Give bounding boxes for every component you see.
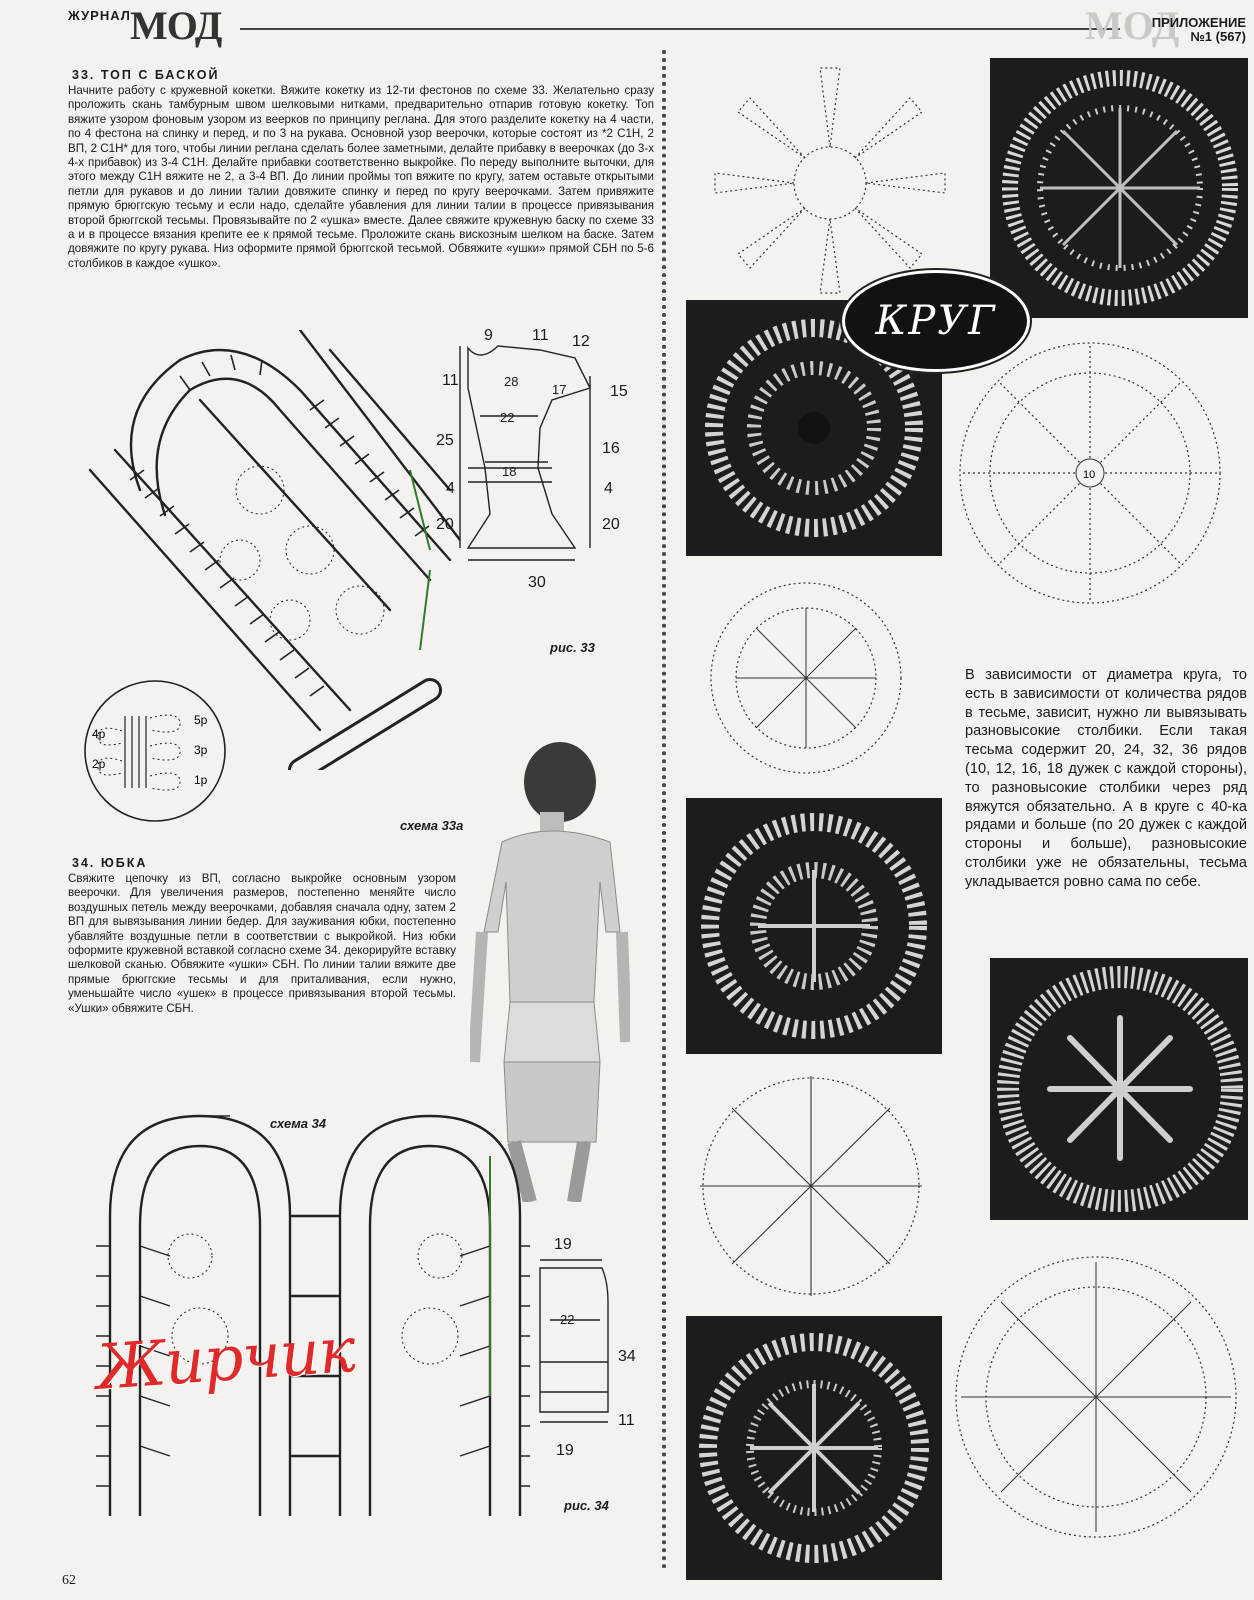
dim-20-left: 20 <box>436 516 454 533</box>
magazine-logo: МОД <box>130 3 222 48</box>
page-number: 62 <box>62 1573 76 1588</box>
ghost-logo: МОД <box>1085 3 1180 48</box>
motif-photo-4 <box>990 958 1248 1220</box>
row-2-label: 2р <box>92 757 106 771</box>
motif-diagram-5 <box>946 1222 1246 1562</box>
supplement-label: ПРИЛОЖЕНИЕ <box>1151 15 1246 30</box>
issue-info <box>1152 16 1246 44</box>
dim-25: 25 <box>436 432 454 449</box>
scheme33a-circle <box>70 676 240 826</box>
motif-center-label: 10 <box>1083 469 1096 481</box>
dim-20-right: 20 <box>602 516 620 533</box>
dim-16: 16 <box>602 440 620 457</box>
dim-4-left: 4 <box>446 480 455 497</box>
motif-diagram-4 <box>680 1056 942 1316</box>
dim-30: 30 <box>528 574 546 591</box>
issue-number: №1 (567) <box>1190 29 1246 44</box>
dim-17: 17 <box>552 382 567 397</box>
row-5-label: 5р <box>194 713 208 727</box>
row-4-label: 4р <box>92 727 106 741</box>
krug-badge: КРУГ <box>842 270 1030 372</box>
info-text: В зависимости от диаметра круга, то есть в зависимости от количества рядов в тесьме, зависит, нужно ли вывязывать разновысокие столбики. Если такая тесьма содержит 20, 24, 32, 36 рядов (10, 12, 16, 18 дужек с каждой стороны), то разновысокие столбики через ряд вяжутся обязательно. А в круге с 40-ка рядами и больше (по 20 дужек с каждой стороны и больше), разновысокие столбики уже не обязательны, тесьма укладывается ровно сама по себе. <box>965 667 1247 890</box>
row-3-label: 3р <box>194 743 208 757</box>
motif-diagram-3 <box>676 568 936 788</box>
dim-4-right: 4 <box>604 480 613 497</box>
section34-title: 34. ЮБКА <box>72 856 148 870</box>
dim34-11: 11 <box>618 1412 635 1429</box>
figure34-caption: рис. 34 <box>564 1498 609 1513</box>
dim-18: 18 <box>502 464 517 479</box>
figure34-pattern <box>530 1252 640 1432</box>
dim-11-left: 11 <box>442 372 459 389</box>
motif-photo-1 <box>990 58 1248 318</box>
watermark-signature: Жирчик <box>93 1313 358 1404</box>
dim-28: 28 <box>504 374 519 389</box>
header-rule <box>240 28 1120 30</box>
magazine-prefix: ЖУРНАЛ <box>68 8 131 23</box>
dim-9: 9 <box>484 327 493 344</box>
scheme34-caption: схема 34 <box>270 1116 327 1131</box>
dim-15: 15 <box>610 383 628 400</box>
dim-12: 12 <box>572 333 590 350</box>
dim-22: 22 <box>500 410 515 425</box>
section34-text: Свяжите цепочку из ВП, согласно выкройке основным узором веерочки. Для увеличения размеров, постепенно меняйте число воздушных петель между веерочками, добавляя сначала одну, затем 2 ВП для вывязывания линии бедер. Для зауживания юбки, постепенно убавляйте воздушные петли в соответствии с выкройкой. Низ юбки оформите кружевной вставкой согласно схеме 34. декорируйте вставку шелковой сканью. Обвяжите «ушки» СБН. По линии талии вяжите две прямые брюггские тесьмы и для приталивания, если нужно, уменьшайте число «ушек» в процессе привязывания второй тесьмы. «Ушки» обвяжите СБН. <box>68 872 456 1015</box>
dim-11-top: 11 <box>532 327 549 344</box>
section33-text: Начните работу с кружевной кокетки. Вяжите кокетку из 12-ти фестонов по схеме 33. Желательно сразу проложить скань тамбурным швом шелковыми нитками, предварительно отпарив готовую кокетку. Топ вяжите узором фоновым узором из веерков по принципу реглана. Для этого разделите кокетку на 4 части, по 4 фестона на спинку и перед, и по 3 на рукава. Основной узор веерочки, которые состоят из *2 С1Н, 2 ВП, 2 С1Н* для того, чтобы линии реглана сделать более заметными, делайте прибавку в веерочках (до 3-х 4-х прибавок) из 3-4 С1Н. Делайте прибавки соответственно выкройке. По переду выполните выточки, для этого между С1Н вяжите не 2, а 3-4 ВП. До линии проймы топ вяжите по кругу, затем оставьте открытыми петли для рукавов и до линии талии довяжите спинку и перед по кругу веерочками. Затем привяжите прямую брюггскую тесьму и если надо, сделайте убавления для линии талии в процессе привязывания второй брюггской тесьмы. Провязывайте по 2 «ушка» вместе. Далее свяжите кружевную баску по схеме 33 а и в процессе вязания крепите ее к прямой тесьме. Проложите скань вискозным шелком на баске. Затем довяжите по кругу рукава. Низ оформите прямой брюггской тесьмой. Обвяжите «ушки» прямой СБН по 5-6 столбиков в каждое «ушко». <box>68 84 654 270</box>
section33-title: 33. ТОП С БАСКОЙ <box>72 68 220 82</box>
scheme33a-caption: схема 33а <box>400 818 464 833</box>
dim34-19-bottom: 19 <box>556 1442 574 1459</box>
dim34-22: 22 <box>560 1312 575 1327</box>
dim34-34: 34 <box>618 1348 636 1365</box>
motif-photo-5 <box>686 1316 942 1580</box>
motif-diagram-1 <box>690 58 970 298</box>
dim34-19-top: 19 <box>554 1236 572 1253</box>
column-divider <box>662 50 666 1570</box>
figure33-caption: рис. 33 <box>550 640 595 655</box>
motif-photo-3 <box>686 798 942 1054</box>
row-1-label: 1р <box>194 773 208 787</box>
